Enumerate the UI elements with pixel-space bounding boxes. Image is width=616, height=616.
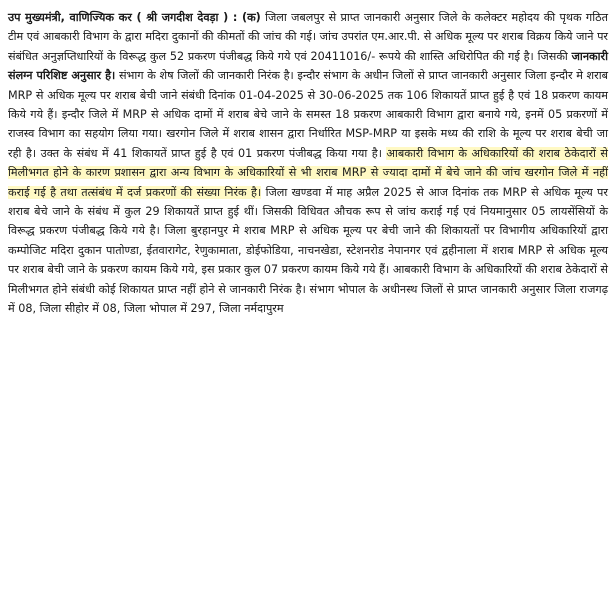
body-text-1: जिला जबलपुर से प्राप्त जानकारी अनुसार जिले के कलेक्टर महोदय की पृथक गठित टीम एवं आबकारी विभाग के द्वारा मदिरा दुकानों की कीमतों की जांच की गई। जांच उपरांत एम.आर.पी. से अधिक मूल्य पर शराब विक्रय किये जाने पर संबंधित अनुज्ञप्तिधारियों के विरूद्ध कुल 52 प्रकरण पंजीबद्ध किये गये एवं 20411016/- रूपये की शास्ति अधिरोपित की गई है। जिसकी [8, 11, 608, 63]
question-label: उप मुख्यमंत्री, वाणिज्यिक कर ( श्री जगदीश देवड़ा ) : (क) [8, 11, 261, 24]
body-text-3: जिला खण्डवा में माह अप्रैल 2025 से आज दिनांक तक MRP से अधिक मूल्य पर शराब बेचे जाने के संबंध में कुल 29 शिकायतें प्राप्त हुई थीं। जिसकी विधिवत औचक रूप से जांच कराई गई एवं नियमानुसार 05 लायसेंसियों के विरूद्ध प्रकरण पंजीबद्ध किये गये है। जिला बुरहानपुर मे शराब MRP से अधिक मूल्य पर बेची जाने की शिकायतों पर विभागीय अधिकारियों द्वारा कम्पोजिट मदिरा दुकान पातोण्डा, ईतवारागेट, रेणुकामाता, डोईफोडिया, नाचनखेडा, स्टेशनरोड नेपानगर एवं द्वहीनाला में शराब MRP से अधिक मूल्य पर शराब बेची जाने के प्रकरण कायम किये गये, इस प्रकार कुल 07 प्रकरण कायम किये गये हैं। आबकारी विभाग के अधिकारियों की शराब ठेकेदारों से मिलीभगत होने संबंधी कोई शिकायत प्राप्त नहीं होने से जानकारी निरंक है। संभाग भोपाल के अधीनस्थ जिलों से प्राप्त जानकारी अनुसार जिला राजगढ़ में 08, जिला सीहोर में 08, जिला भोपाल में 297, जिला नर्मदापुरम [8, 185, 608, 316]
answer-paragraph [8, 8, 608, 319]
body-text-2: संभाग के शेष जिलों की जानकारी निरंक है। इन्दौर संभाग के अधीन जिलों से प्राप्त जानकारी अनुसार जिला इन्दौर मे शराब MRP से अधिक मूल्य पर शराब बेची जाने संबंधी दिनांक 01-04-2025 से 30-06-2025 तक 106 शिकायतें प्राप्त हुई है एवं 18 प्रकरण कायम किये गये हैं। इन्दौर जिले में MRP से अधिक दामों में शराब बेचे जाने के समस्त 18 प्रकरण आबकारी विभाग द्वारा बनाये गये, इनमें 05 प्रकरणों में राजस्व विभाग का सहयोग लिया गया। खरगोन जिले में शराब शासन द्वारा निर्धारित MSP-MRP या इसके मध्य की राशि के मूल्य पर शराब बेची जा रही है। उक्त के संबंध में 41 शिकायतें प्राप्त हुई है एवं 01 प्रकरण पंजीबद्ध किया गया है। [8, 69, 609, 160]
highlighted-text: आबकारी विभाग के अधिकारियों की शराब ठेकेदारों से मिलीभगत होने के कारण प्रशासन द्वारा अन्य विभाग के अधिकारियों से भी शराब MRP से ज्यादा दामों में बेचे जाने की जांच खरगोन जिले में नहीं कराई गई है तथा तत्संबंध में दर्ज प्रकरणों की संख्या निरंक है। [8, 146, 608, 199]
appendix-reference: जानकारी संलग्न परिशिष्ट अनुसार है। [8, 49, 608, 83]
